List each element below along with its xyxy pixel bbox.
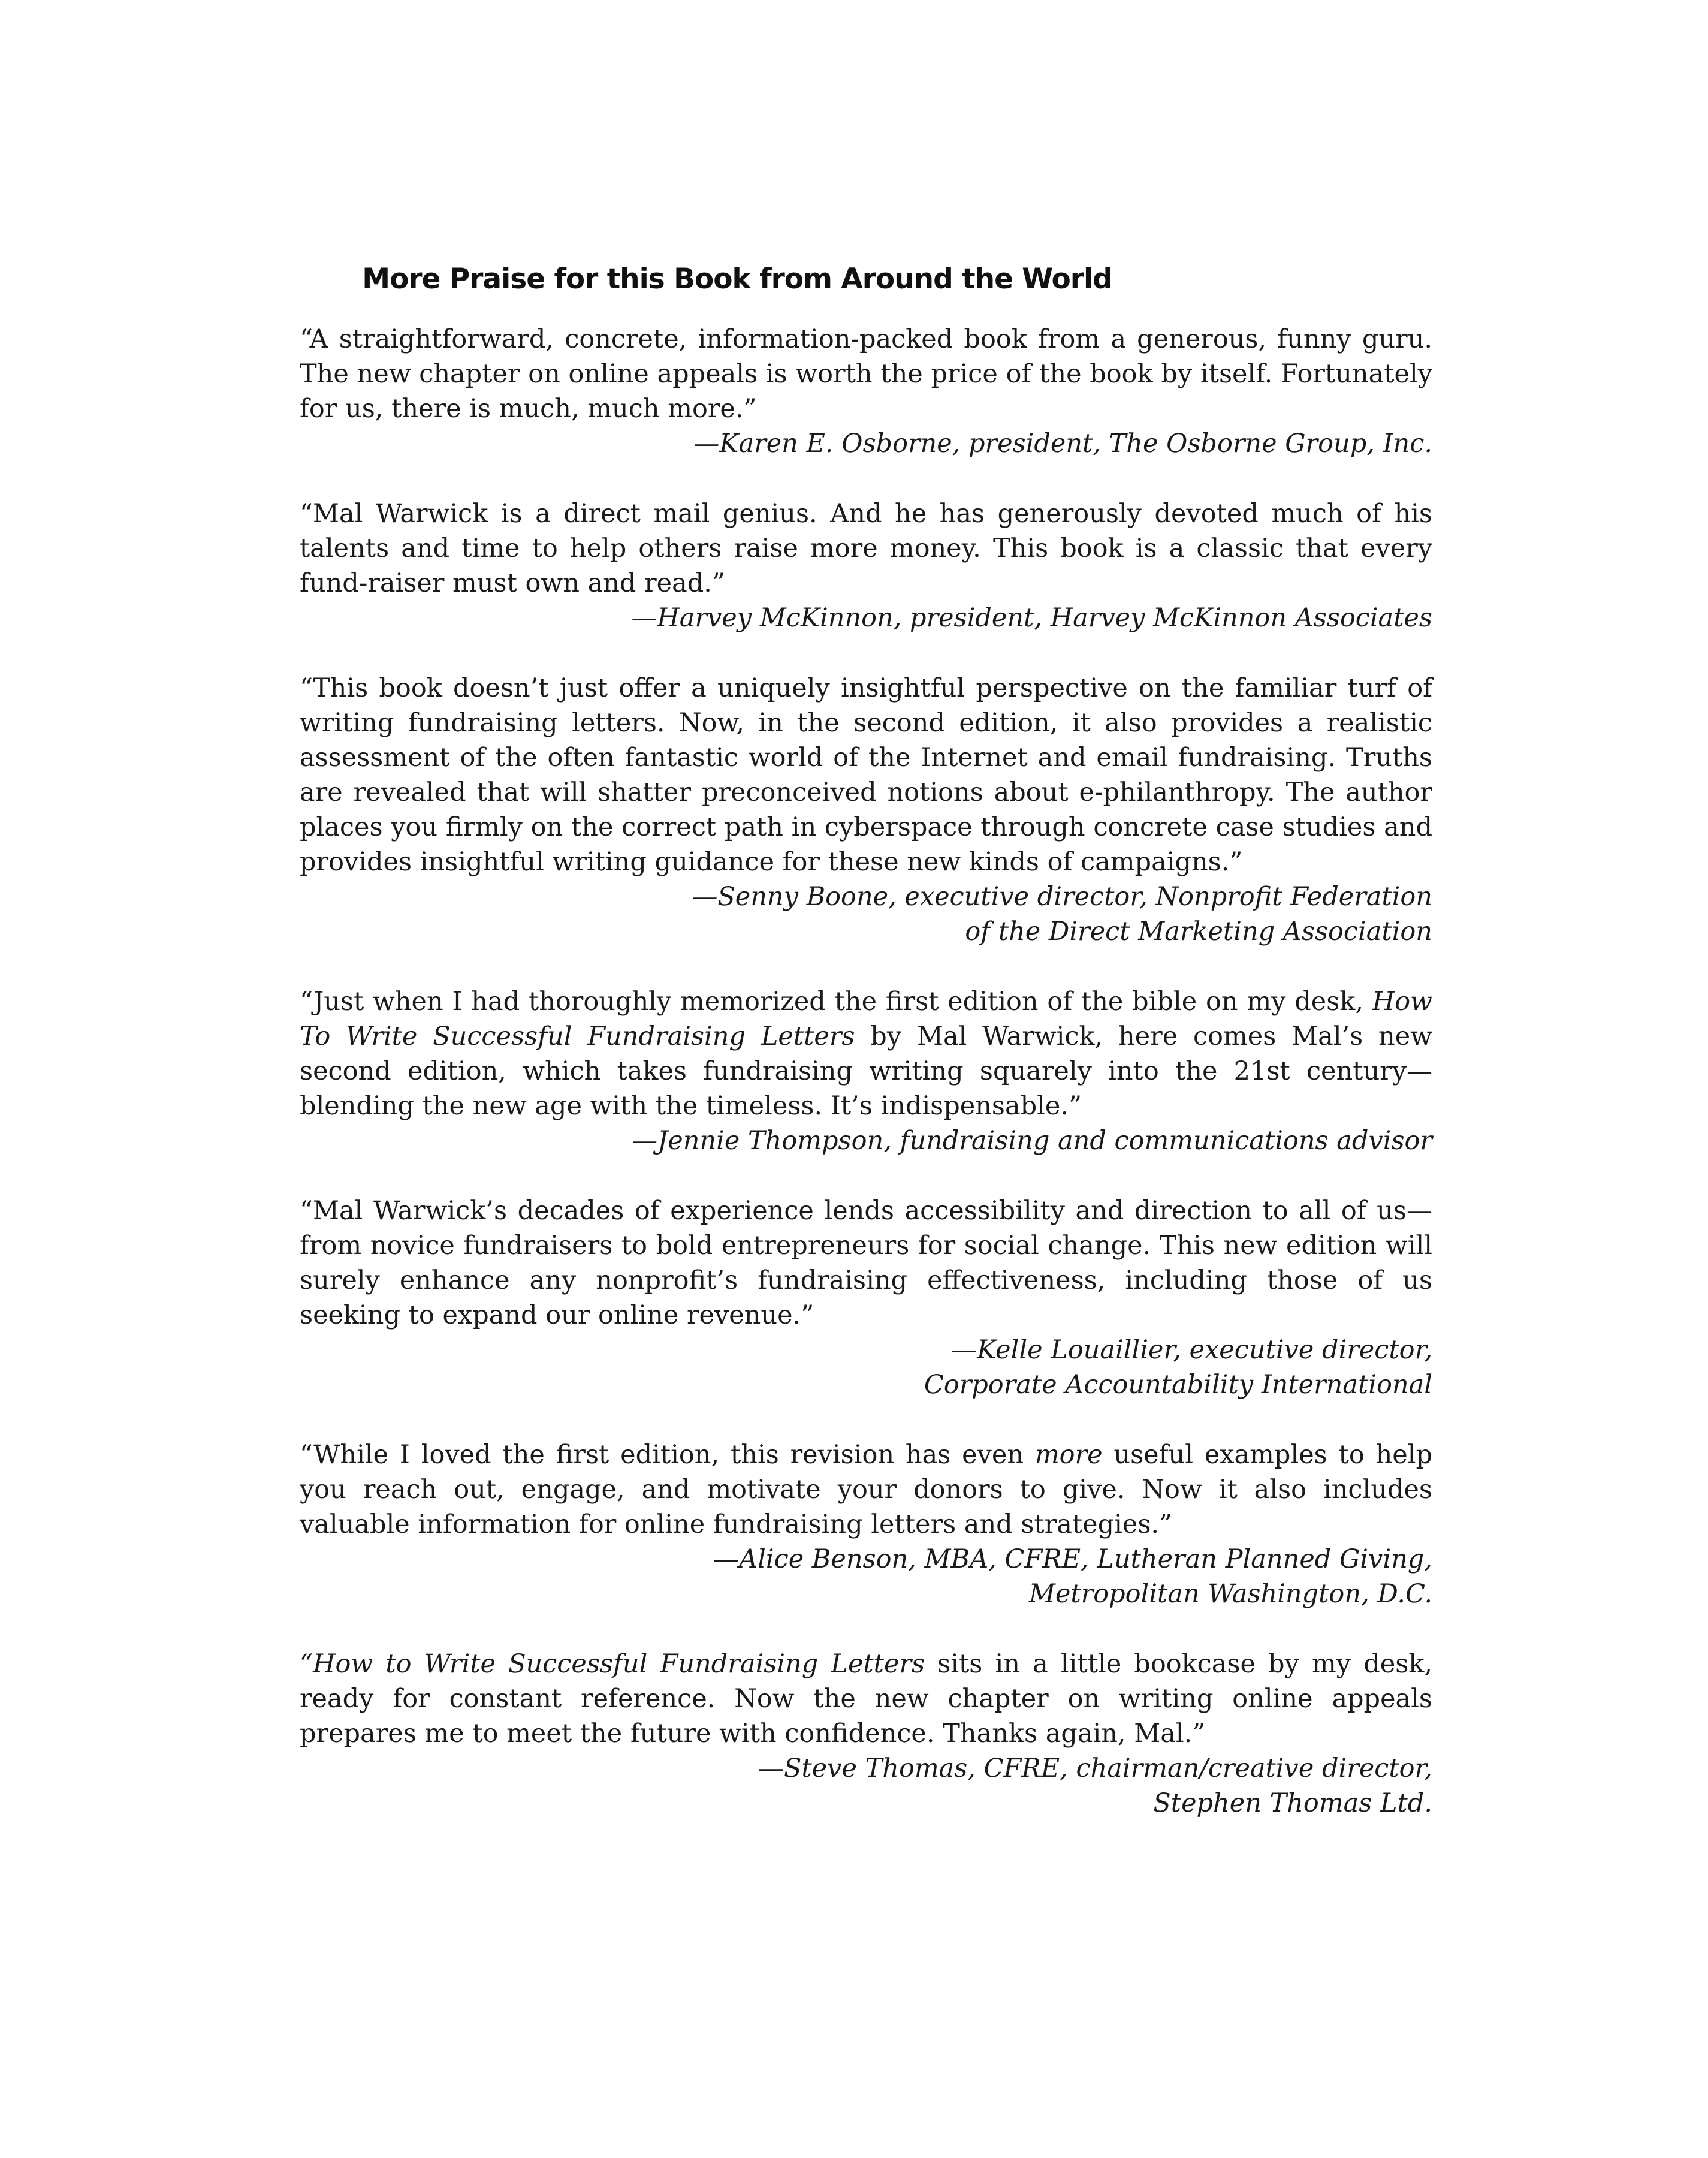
praise-blurb — [300, 1647, 1432, 1821]
book-title: “How to Write Successful Fundraising Letters — [300, 1649, 925, 1679]
attribution-line: —Senny Boone, executive director, Nonprofit Federation — [692, 882, 1432, 912]
blurb-quote — [300, 1437, 1432, 1542]
blurb-quote: “This book doesn’t just offer a uniquely insightful perspective on the familiar turf of writing fundraising letters. Now, in the second edition, it also provides a realistic assessment of the often fantastic world of the Internet and email fundraising. Truths are revealed that will shatter preconceived notions about e-philanthropy. The author places you firmly on the correct path in cyberspace through concrete case studies and provides insightful writing guidance for these new kinds of campaigns.” — [300, 673, 1432, 877]
blurb-attribution — [300, 601, 1432, 635]
quote-text: “While I loved the first edition, this revision has even — [300, 1440, 1035, 1470]
attribution-line: —Alice Benson, MBA, CFRE, Lutheran Planned Giving, — [713, 1544, 1432, 1574]
blurb-quote: “A straightforward, concrete, information-packed book from a generous, funny guru. The new chapter on online appeals is worth the price of the book by itself. Fortunately for us, there is much, much more.” — [300, 324, 1432, 424]
blurb-attribution — [300, 426, 1432, 461]
blurb-quote: “Mal Warwick’s decades of experience lends accessibility and direction to all of us—from novice fundraisers to bold entrepreneurs for social change. This new edition will surely enhance any nonprofit’s fundraising effectiveness, including those of us seeking to expand our online revenue.” — [300, 1196, 1432, 1330]
blurb-attribution — [300, 879, 1432, 949]
blurb-quote: “Mal Warwick is a direct mail genius. And he has generously devoted much of his talents and time to help others raise more money. This book is a classic that every fund-raiser must own and read.” — [300, 499, 1432, 598]
attribution-line: —Jennie Thompson, fundraising and communications advisor — [632, 1126, 1432, 1156]
blurb-quote — [300, 1647, 1432, 1751]
page-title: More Praise for this Book from Around the World — [362, 263, 1112, 296]
praise-list — [300, 322, 1432, 1856]
attribution-line: —Karen E. Osborne, president, The Osborne Group, Inc. — [693, 429, 1432, 459]
attribution-line: Metropolitan Washington, D.C. — [1028, 1579, 1432, 1609]
attribution-line: of the Direct Marketing Association — [965, 917, 1432, 947]
attribution-line: Corporate Accountability International — [924, 1370, 1432, 1400]
book-title: How To Write Successful Fundraising Letters — [300, 987, 1432, 1051]
blurb-attribution — [300, 1751, 1432, 1821]
praise-blurb — [300, 671, 1432, 949]
attribution-line: —Harvey McKinnon, president, Harvey McKinnon Associates — [631, 603, 1432, 633]
blurb-quote — [300, 984, 1432, 1123]
blurb-attribution — [300, 1123, 1432, 1158]
praise-blurb — [300, 322, 1432, 461]
praise-blurb — [300, 1193, 1432, 1402]
praise-blurb — [300, 496, 1432, 635]
blurb-attribution — [300, 1333, 1432, 1402]
attribution-line: Stephen Thomas Ltd. — [1153, 1788, 1432, 1818]
blurb-attribution — [300, 1542, 1432, 1611]
quote-text: useful examples to help you reach out, engage, and motivate your donors to give. Now it also includes valuable information for online fundraising letters and strategies.” — [300, 1440, 1432, 1539]
attribution-line: —Steve Thomas, CFRE, chairman/creative director, — [758, 1753, 1432, 1783]
praise-blurb — [300, 1437, 1432, 1611]
praise-blurb — [300, 984, 1432, 1158]
quote-text: sits in a little bookcase by my desk, ready for constant reference. Now the new chapter on writing online appeals prepares me to meet the future with confidence. Thanks again, Mal.” — [300, 1649, 1432, 1749]
emphasis: more — [1034, 1440, 1103, 1470]
quote-text: “Just when I had thoroughly memorized the first edition of the bible on my desk, — [300, 987, 1372, 1017]
attribution-line: —Kelle Louaillier, executive director, — [951, 1335, 1432, 1365]
quote-text: by Mal Warwick, here comes Mal’s new second edition, which takes fundraising writing squarely into the 21st century—blending the new age with the timeless. It’s indispensable.” — [300, 1021, 1433, 1121]
